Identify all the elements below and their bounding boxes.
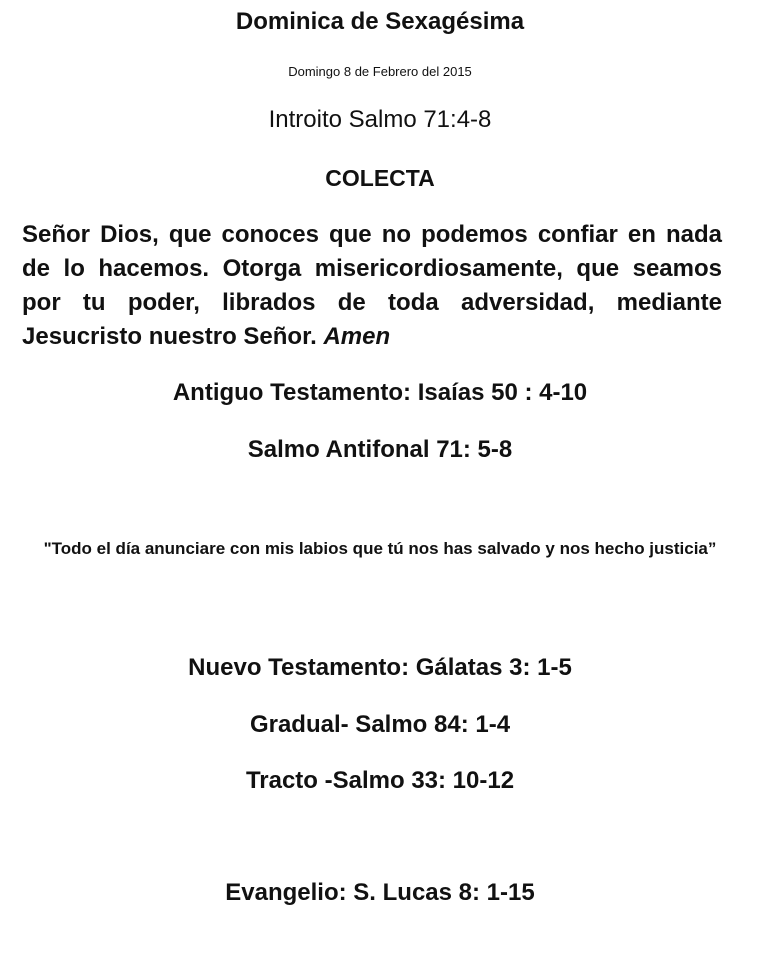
collect-heading: COLECTA <box>325 165 435 191</box>
reading-gradual: Gradual- Salmo 84: 1-4 <box>249 711 511 738</box>
reading-new-testament: Nuevo Testamento: Gálatas 3: 1-5 <box>188 654 572 681</box>
collect-prayer <box>22 218 722 354</box>
reading-tract: Tracto -Salmo 33: 10-12 <box>245 767 515 794</box>
service-date: Domingo 8 de Febrero del 2015 <box>288 64 472 79</box>
page-title: Dominica de Sexagésima <box>235 8 525 35</box>
reading-antiphonal-psalm: Salmo Antifonal 71: 5-8 <box>247 436 513 463</box>
introit-line: Introito Salmo 71:4-8 <box>268 106 492 133</box>
collect-text: Señor Dios, que conoces que no podemos confiar en nada de lo hacemos. Otorga misericordiosamente, que seamos por tu poder, librados de toda adversidad, mediante Jesucristo nuestro Señor. <box>22 221 722 350</box>
psalm-antiphon-quote: "Todo el día anunciare con mis labios que tú nos has salvado y nos hecho justicia” <box>43 539 717 558</box>
collect-amen: Amen <box>323 323 391 350</box>
reading-gospel: Evangelio: S. Lucas 8: 1-15 <box>225 879 535 906</box>
reading-old-testament: Antiguo Testamento: Isaías 50 : 4-10 <box>172 379 588 406</box>
